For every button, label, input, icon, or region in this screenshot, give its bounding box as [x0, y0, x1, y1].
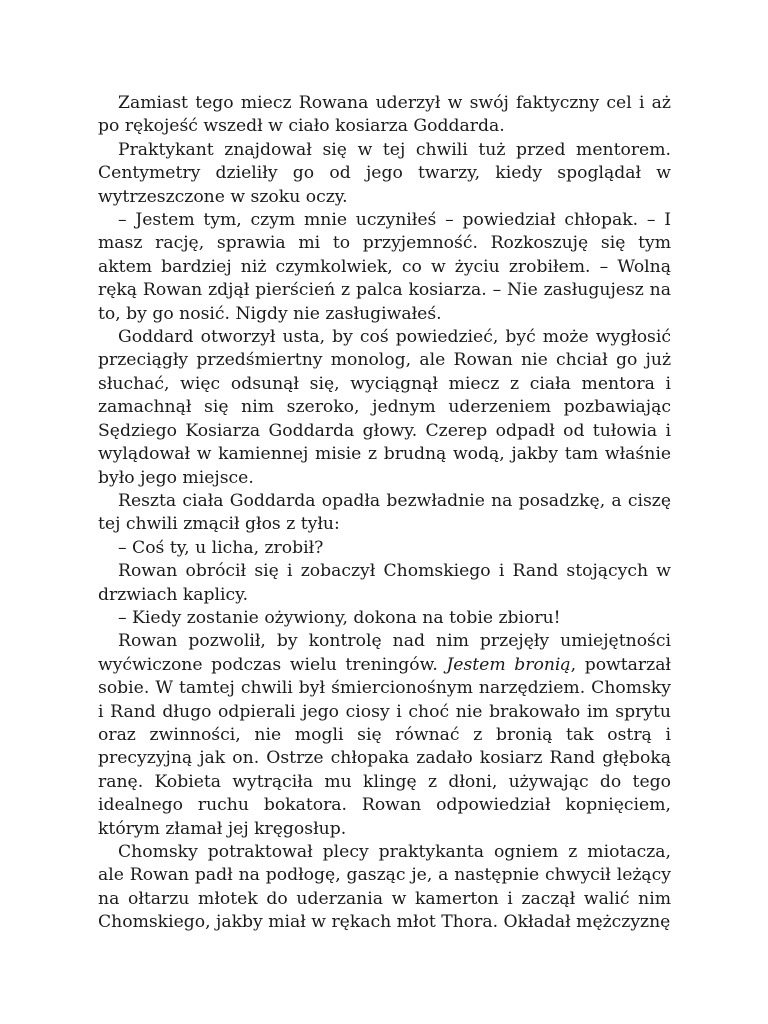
- paragraph-5: Reszta ciała Goddarda opadła bezwładnie na posadzkę, a ciszę tej chwili zmącił głos z tyłu:: [98, 490, 671, 535]
- paragraph-1: Zamiast tego miecz Rowana uderzył w swój faktyczny cel i aż po rękojeść wszedł w ciało kosiarza Goddarda.: [98, 93, 671, 137]
- paragraph-9-start: Rowan pozwolił, by kontrolę nad nim przejęły umiejętności wyćwiczone podczas wielu treningów.: [98, 631, 671, 675]
- paragraph-2: Praktykant znajdował się w tej chwili tuż przed mentorem. Centymetry dzieliły go od jego twarzy, kiedy spoglądał w wytrzeszczone w szoku oczy.: [98, 139, 671, 207]
- paragraph-10: Chomsky potraktował plecy praktykanta ogniem z miotacza, ale Rowan padł na podłogę, gasząc je, a następnie chwycił leżący na ołtarzu młotek do uderzania w kamerton i zaczął walić nim Chomskiego, jakby miał w rękach młot Thora. Okładał mężczyznę: [98, 842, 671, 933]
- paragraph-7: Rowan obrócił się i zobaczył Chomskiego i Rand stojących w drzwiach kaplicy.: [98, 561, 671, 605]
- paragraph-8: – Kiedy zostanie ożywiony, dokona na tobie zbioru!: [118, 607, 561, 628]
- book-page: [98, 92, 671, 935]
- paragraph-9-end: , powtarzał sobie. W tamtej chwili był śmiercionośnym narzędziem. Chomsky i Rand długo odpierali jego ciosy i choć nie brakowało im sprytu oraz zwinności, nie mogli się równać z bronią tak ostrą i precyzyjną jak on. Ostrze chłopaka zadało kosiarz Rand głęboką ranę. Kobieta wytrąciła mu klingę z dłoni, używając do tego idealnego ruchu bokatora. Rowan odpowiedział kopnięciem, którym złamał jej kręgosłup.: [98, 654, 672, 839]
- paragraph-4: Goddard otworzył usta, by coś powiedzieć, być może wygłosić przeciągły przedśmiertny monolog, ale Rowan nie chciał go już słuchać, więc odsunął się, wyciągnął miecz z ciała mentora i zamachnął się nim szeroko, jednym uderzeniem pozbawiając Sędziego Kosiarza Goddarda głowy. Czerep odpadł od tułowia i wylądował w kamiennej misie z brudną wodą, jakby tam właśnie było jego miejsce.: [98, 327, 671, 488]
- paragraph-9-emphasis: Jestem bronią: [446, 654, 571, 675]
- paragraph-6: – Coś ty, u licha, zrobił?: [118, 537, 324, 558]
- paragraph-3: – Jestem tym, czym mnie uczyniłeś – powiedział chłopak. – I masz rację, sprawia mi to przyjemność. Rozkoszuję się tym aktem bardziej niż czymkolwiek, co w życiu zrobiłem. – Wolną ręką Rowan zdjął pierścień z palca kosiarza. – Nie zasługujesz na to, by go nosić. Nigdy nie zasługiwałeś.: [98, 210, 671, 324]
- paragraph-9: [98, 630, 671, 841]
